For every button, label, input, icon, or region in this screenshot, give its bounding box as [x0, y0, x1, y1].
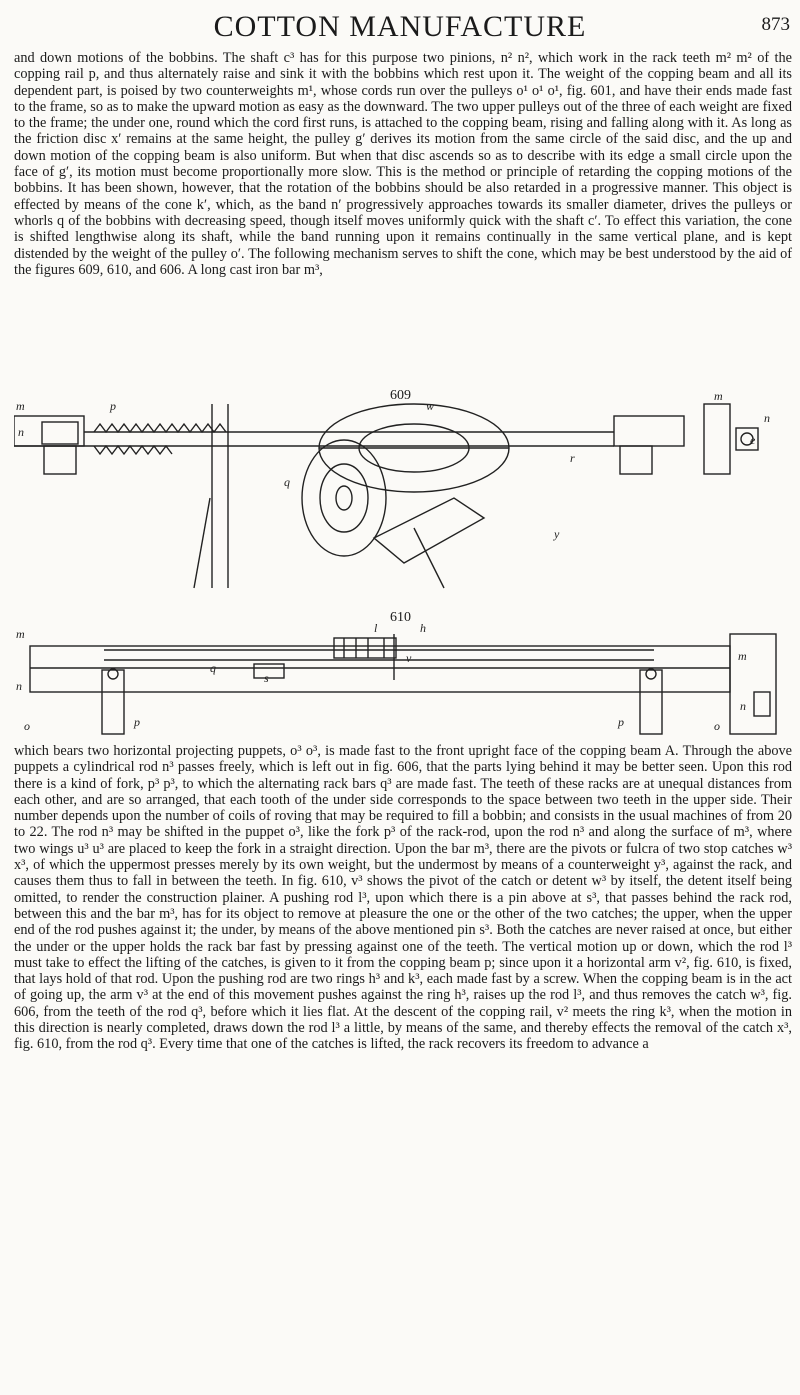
fig609-label-r: r [570, 451, 575, 465]
figure-609 [14, 388, 786, 610]
figure-609-drawing [14, 388, 786, 610]
running-title: COTTON MANUFACTURE [213, 10, 587, 43]
fig610-label-h: h [420, 621, 426, 635]
figure-610 [14, 610, 786, 740]
fig609-label-n: n [18, 425, 24, 439]
page-header [0, 6, 800, 42]
fig610-label-p2: p [618, 715, 624, 729]
figure-610-drawing [14, 610, 786, 740]
fig610-label-m2: m [738, 649, 747, 663]
paragraph-1: and down motions of the bobbins. The shaft c³ has for this purpose two pinions, n² n², which work in the rack teeth m² m² of the copping rail p, and thus alternately raise and sink it with the bobbins which rest upon it. The weight of the copping beam and all its dependent part, is poised by two counterweights m¹, whose cords run over the pulleys o¹ o¹ o¹, fig. 601, and have their ends made fast to the frame, so as to make the upward motion as easy as the downward. The two upper pulleys out of the three of each weight are fixed to the frame; the under one, round which the cord first runs, is attached to the copping beam, rising and falling along with it. As long as the friction disc x′ remains at the same height, the pulley g′ derives its motion from the same circle of the said disc, and the up and down motion of the copping beam is also uniform. But when that disc ascends so as to describe with its edge a small circle upon the face of g′, its motion must become proportionally more slow. This is the method or principle of retarding the copping motions of the bobbins. It has been shown, however, that the rotation of the bobbins should be also retarded in a progressive manner. This object is effected by means of the cone k′, which, as the band n′ progressively approaches towards its smaller diameter, drives the pulleys or whorls q of the bobbins with decreasing speed, though itself moves uniformly quick with the shaft c′. To effect this variation, the cone is shifted lengthwise along its shaft, while the band running upon it remains continually in the same vertical plane, and is kept distended by the weight of the pulley o′. The following mechanism serves to shift the cone, which may be best understood by the aid of the figures 609, 610, and 606. A long cast iron bar m³, [14, 50, 792, 278]
figure-609-caption: 609 [390, 388, 411, 403]
paragraph-2: which bears two horizontal projecting puppets, o³ o³, is made fast to the front upright face of the copping beam A. Through the above puppets a cylindrical rod n³ passes freely, which is left out in fig. 606, that the parts lying behind it may be better seen. Upon this rod there is a kind of fork, p³ p³, to which the alternating rack bars q³ are made fast. The teeth of these racks are at unequal distances from each other, and are so arranged, that each tooth of the under side corresponds to the space between two teeth in the upper side. Their number depends upon the number of coils of roving that may be required to fill a bobbin; and consists in the usual machines of from 20 to 22. The rod n³ may be shifted in the puppet o³, like the fork p³ of the rack-rod, upon the rod n³ and along the surface of m³, where two wings u³ u³ are placed to keep the fork in a straight direction. Upon the bar m³, there are the pivots or fulcra of two stop catches w³ x³, of which the uppermost presses merely by its own weight, but the undermost by means of a counterweight y³, against the rack, and causes them thus to fall in between the teeth. In fig. 610, v³ shows the pivot of the catch or detent w³ by itself, the detent itself being omitted, to render the construction plainer. A pushing rod l³, upon which there is a pin above at s³, that passes behind the rack rod, between this and the bar m³, has for its object to remove at pleasure the one or the other of the two catches; the upper, when the upper end of the rod pushes against it; the under, by means of the above mentioned pin s³. Both the catches are never raised at once, but either the under or the upper holds the rack bar fast by pressing against one of the teeth. The vertical motion up or down, which the rod l³ must take to effect the lifting of the catches, is given to it from the copping beam p; since upon it a horizontal arm v², fig. 610, is fixed, that lays hold of that rod. Upon the pushing rod are two rings h³ and k³, each made fast by a screw. When the copping beam is in the act of going up, the arm v³ at the end of this movement pushes against the ring h³, raises up the rod l³, and thus removes the catch w³, fig. 606, from the teeth of the rod q³, before which it lies flat. At the descent of the copping rail, v² meets the ring k³, when the motion in this direction is nearly completed, draws down the rod l³ a little, by means of the same, and thereby effects the removal of the catch x³, fig. 610, from the rod q³. Every time that one of the catches is lifted, the rack recovers its freedom to advance a [14, 743, 792, 1053]
fig610-label-l: l [374, 621, 378, 635]
fig609-label-m2: m [714, 389, 723, 403]
fig610-label-n: n [16, 679, 22, 693]
fig610-label-o: o [24, 719, 30, 733]
page-number: 873 [761, 14, 790, 35]
fig609-label-p: p [110, 399, 116, 413]
fig609-label-w: w [426, 399, 435, 413]
fig609-label-m: m [16, 399, 25, 413]
fig610-label-p: p [134, 715, 140, 729]
fig610-label-m: m [16, 627, 25, 641]
figure-610-caption: 610 [390, 610, 411, 625]
fig609-label-q: q [284, 475, 290, 489]
fig610-label-o2: o [714, 719, 720, 733]
fig610-label-q: q [210, 661, 216, 675]
fig609-label-e: e [750, 433, 756, 447]
fig609-label-y: y [554, 527, 560, 541]
fig610-label-v: v [406, 651, 412, 665]
fig610-label-s: s [264, 671, 269, 685]
fig609-label-n2: n [764, 411, 770, 425]
fig610-label-n2: n [740, 699, 746, 713]
